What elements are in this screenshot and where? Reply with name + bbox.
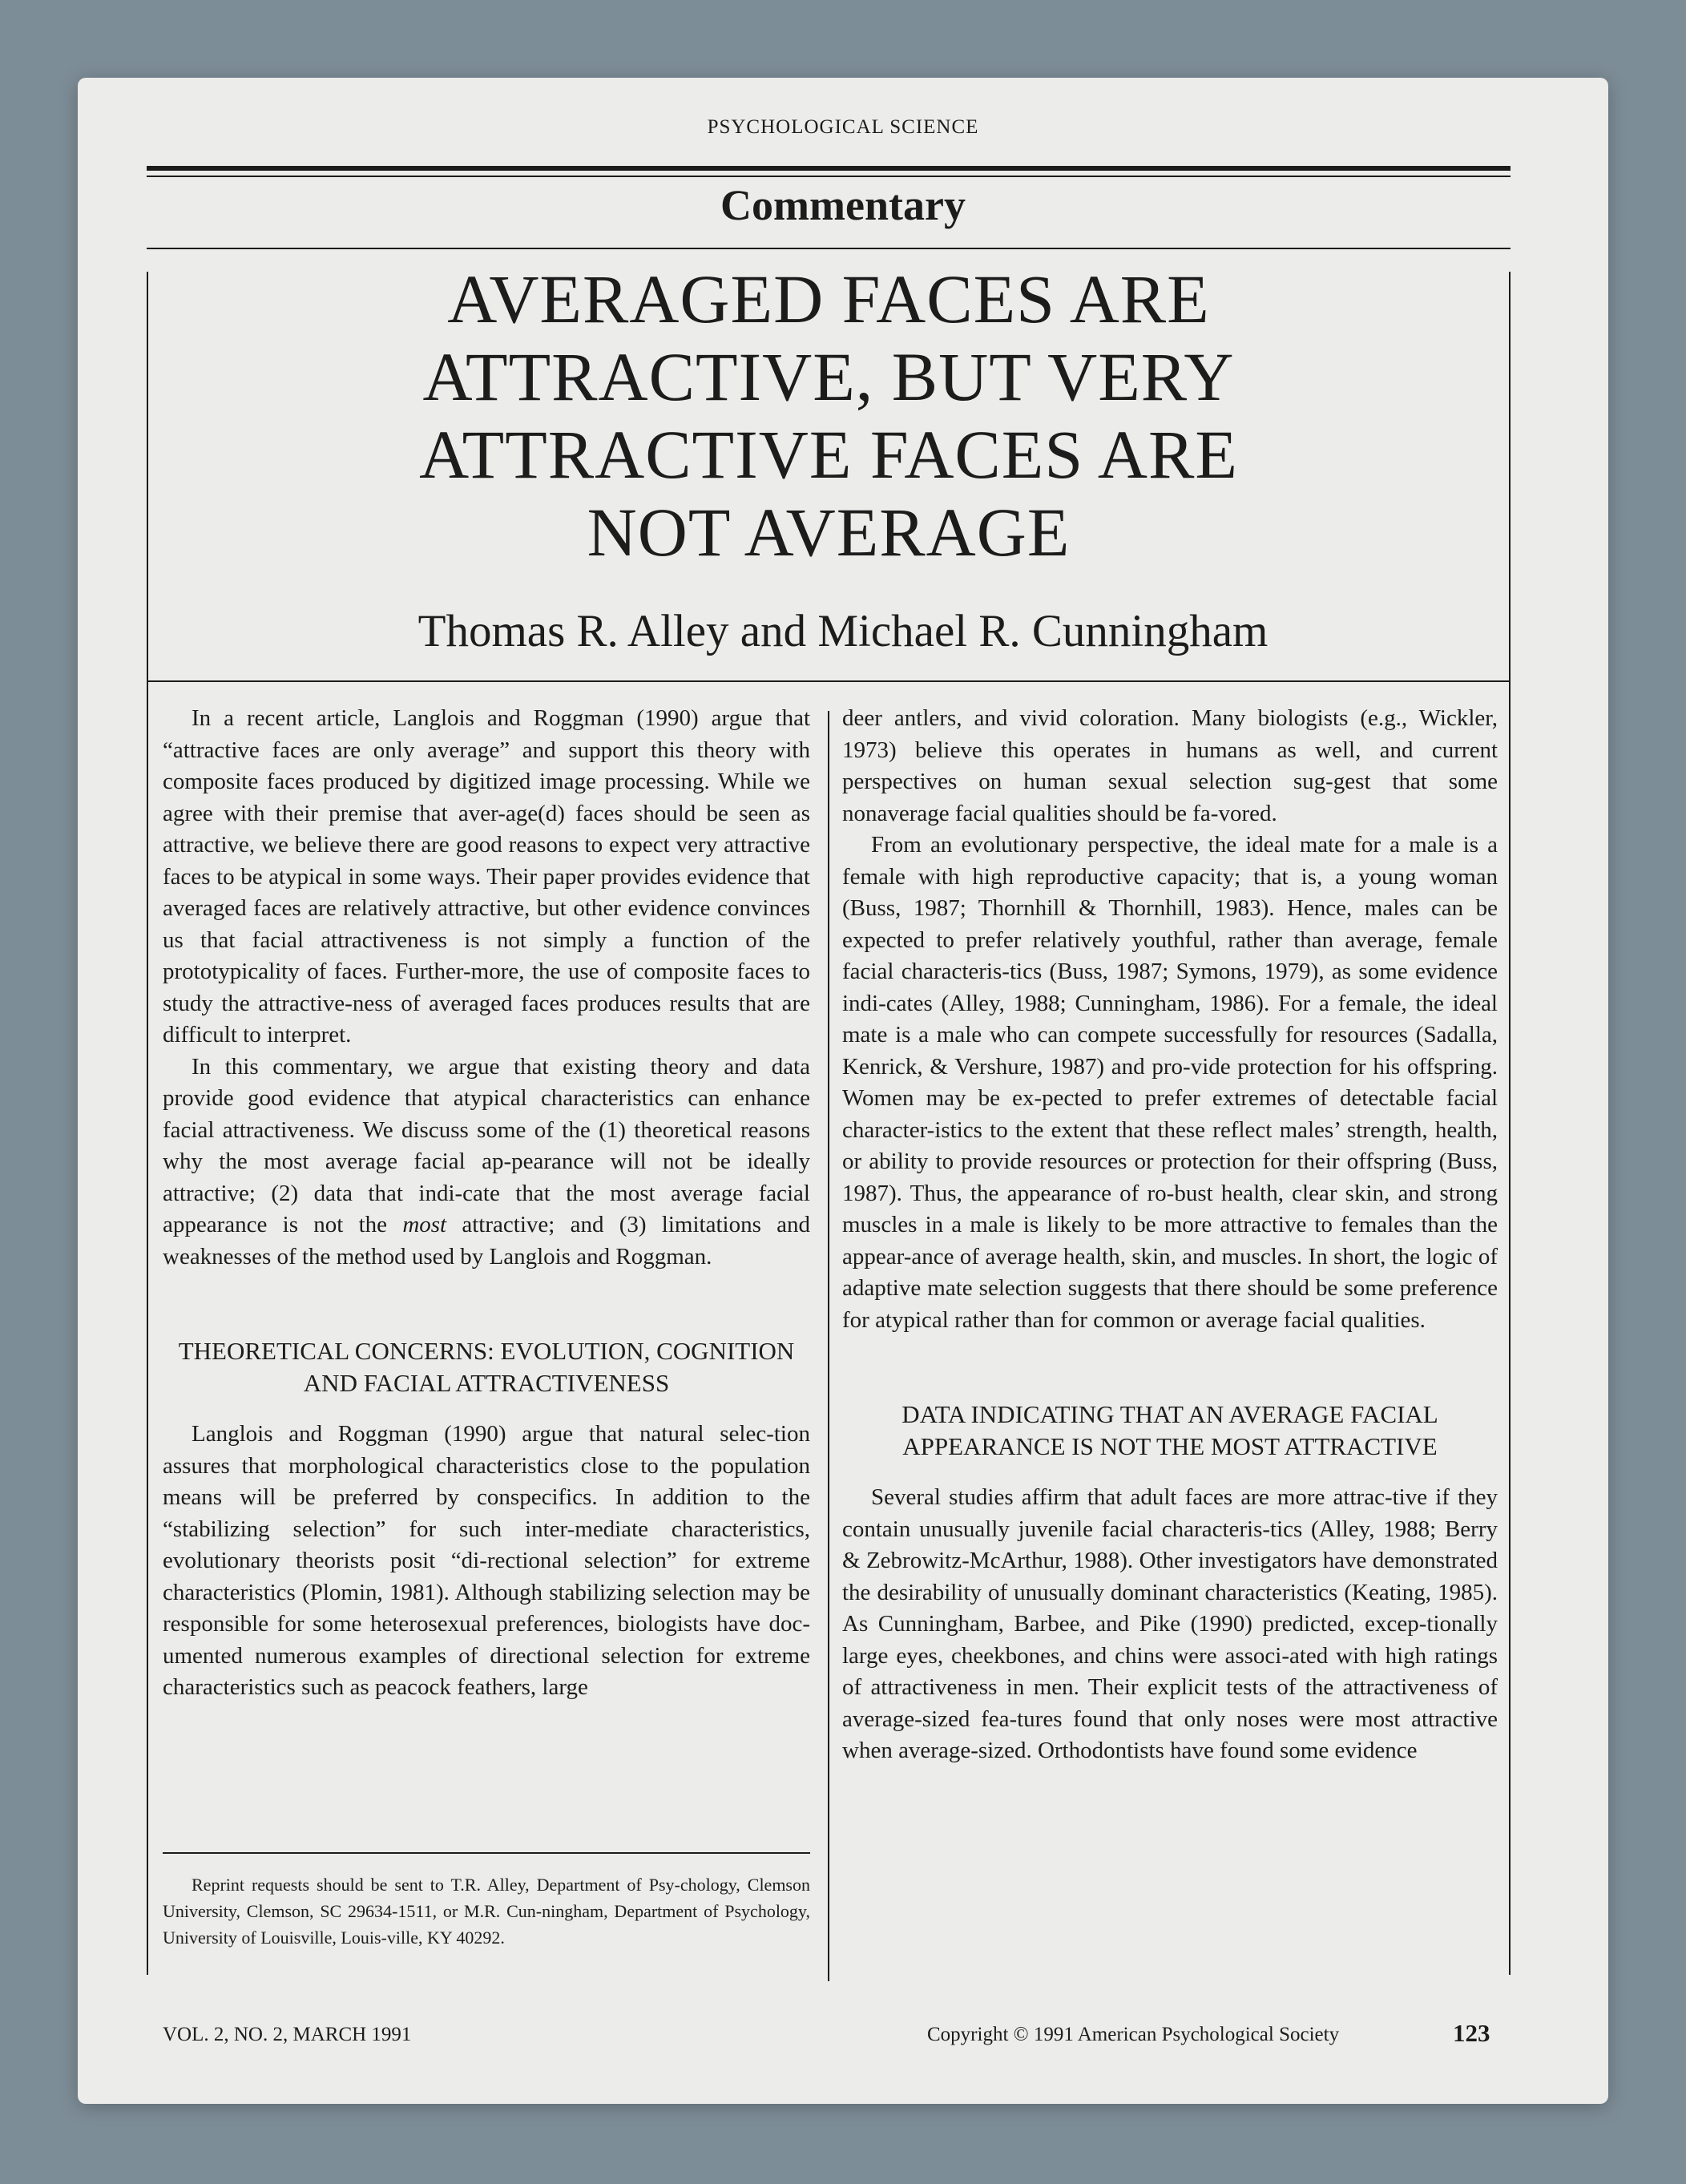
body-paragraph: Several studies affirm that adult faces are more attrac-tive if they contain unusually juvenile facial characteris-tics (Alley, 1988; Berry & Zebrowitz-McArthur, 1988). Other investigators have demonstrated the desirability of unusually dominant characteristics (Keating, 1985). As Cunningham, Barbee, and Pike (1990) predicted, excep-tionally large eyes, cheekbones, and chins were associ-ated with high ratings of attractiveness in men. Their explicit tests of the attractiveness of average-sized fea-tures found that only noses were most attractive when average-sized. Orthodontists have found some evidence (842, 1484, 1498, 1763)
body-paragraph: From an evolutionary perspective, the ideal mate for a male is a female with high reproductive capacity; that is, a young woman (Buss, 1987; Thornhill & Thornhill, 1983). Hence, males can be expected to prefer relatively youthful, rather than average, female facial characteris-tics (Buss, 1987; Symons, 1979), as some evidence indi-cates (Alley, 1988; Cunningham, 1986). For a female, the ideal mate is a male who can compete successfully for resources (Sadalla, Kenrick, & Vershure, 1987) and pro-vide protection for his offspring. Women may be ex-pected to prefer extremes of detectable facial character-istics to the extent that these reflect males’ strength, health, or ability to provide resources or protection for their offspring (Buss, 1987). Thus, the appearance of ro-bust health, clear skin, and strong muscles in a male is likely to be more attractive to females than the appear-ance of average health, skin, and muscles. In short, the logic of adaptive mate selection suggests that there should be some preference for atypical rather than for common or average facial qualities. (842, 832, 1498, 1333)
section-label: Commentary (720, 181, 966, 229)
body-text: attractive; and (3) limitations and weaknesses of the method used by Langlois and Roggman. (163, 1212, 811, 1270)
footnote-rule (163, 1852, 810, 1854)
frame-left-rule (147, 272, 148, 1975)
footer-volume: VOL. 2, NO. 2, MARCH 1991 (163, 2024, 412, 2045)
title-line: ATTRACTIVE, BUT VERY (422, 338, 1235, 415)
title-line: NOT AVERAGE (587, 494, 1071, 571)
left-column (163, 703, 810, 1704)
header-rule-thin (147, 176, 1511, 177)
authors-rule (147, 680, 1511, 682)
title-line: AVERAGED FACES ARE (447, 260, 1210, 337)
journal-name: PSYCHOLOGICAL SCIENCE (707, 116, 979, 138)
footnote: Reprint requests should be sent to T.R. Alley, Department of Psy-chology, Clemson University, Clemson, SC 29634-1511, or M.R. Cun-ningham, Department of Psychology, University of Louisville, Louis-ville, KY 40292. (163, 1875, 810, 1948)
emphasis-text: most (402, 1212, 447, 1237)
header-rule (147, 166, 1511, 171)
body-text: In this commentary, we argue that existing theory and data provide good evidence that atypical characteristics can enhance facial attractiveness. We discuss some of the (1) theoretical reasons why the most average facial ap-pearance will not be ideally attractive; (2) data that indi-cate that the most average facial appearance is not the (163, 1053, 810, 1237)
column-separator (828, 711, 829, 1981)
journal-page (78, 78, 1608, 2104)
article-title (238, 260, 1419, 571)
body-paragraph: Langlois and Roggman (1990) argue that natural selec-tion assures that morphological characteristics close to the population means will be preferred by conspecifics. In addition to the “stabilizing selection” for such inter-mediate characteristics, evolutionary theorists posit “di-rectional selection” for extreme characteristics (Plomin, 1981). Although stabilizing selection may be responsible for some heterosexual preferences, biologists have doc-umented numerous examples of directional selection for extreme characteristics such as peacock feathers, large (163, 1421, 810, 1700)
frame-right-rule (1509, 272, 1511, 1975)
article-authors: Thomas R. Alley and Michael R. Cunningham (417, 606, 1269, 656)
section-heading: DATA INDICATING THAT AN AVERAGE FACIAL APPEARANCE IS NOT THE MOST ATTRACTIVE (901, 1400, 1438, 1460)
right-column (842, 703, 1498, 1767)
section-rule (147, 248, 1511, 249)
page-number: 123 (1453, 2019, 1490, 2047)
body-paragraph (163, 1052, 810, 1274)
title-line: ATTRACTIVE FACES ARE (419, 416, 1238, 493)
footer-copyright: Copyright © 1991 American Psychological Society (927, 2024, 1340, 2045)
body-paragraph: deer antlers, and vivid coloration. Many biologists (e.g., Wickler, 1973) believe this operates in humans as well, and current perspectives on human sexual selection sug-gest that some nonaverage facial qualities should be fa-vored. (842, 705, 1498, 826)
body-paragraph: In a recent article, Langlois and Roggman (1990) argue that “attractive faces are only average” and support this theory with composite faces produced by digitized image processing. While we agree with their premise that aver-age(d) faces should be seen as attractive, we believe there are good reasons to expect very attractive faces to be atypical in some ways. Their paper provides evidence that averaged faces are relatively attractive, but other evidence convinces us that facial attractiveness is not simply a function of the prototypicality of faces. Further-more, the use of composite faces to study the attractive-ness of averaged faces produces results that are difficult to interpret. (163, 705, 810, 1048)
section-heading: THEORETICAL CONCERNS: EVOLUTION, COGNITION AND FACIAL ATTRACTIVENESS (178, 1337, 795, 1397)
